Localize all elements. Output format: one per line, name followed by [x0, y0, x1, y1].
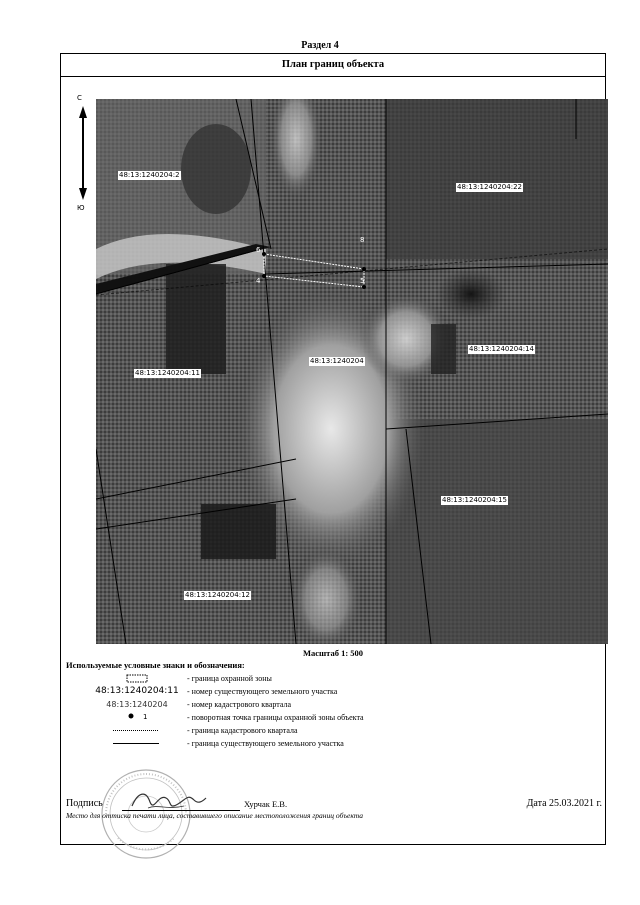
- legend-symbol: 1: [143, 713, 148, 721]
- legend-desc: - граница существующего земельного участка: [187, 739, 344, 748]
- legend-item-zone: [61, 672, 601, 685]
- legend-title: Используемые условные знаки и обозначения:: [66, 660, 245, 670]
- legend-item-quarter-boundary: [61, 724, 601, 737]
- legend-desc: - граница охранной зоны: [187, 674, 272, 683]
- legend-desc: - номер кадастрового квартала: [187, 700, 292, 709]
- legend-desc: - граница кадастрового квартала: [187, 726, 298, 735]
- legend-desc: - номер существующего земельного участка: [187, 687, 338, 696]
- parcel-label: 48:13:1240204:11: [135, 369, 200, 377]
- legend-item-parcel-number: [61, 685, 601, 698]
- legend-desc: - поворотная точка границы охранной зоны объекта: [187, 713, 364, 722]
- parcel-label: 48:13:1240204:2: [119, 171, 180, 179]
- compass-north-label: С: [77, 94, 82, 102]
- parcel-label: 48:13:1240204:14: [469, 345, 534, 353]
- turning-point-label: 5: [360, 277, 365, 285]
- section-title: Раздел 4: [301, 40, 339, 51]
- map-scale: Масштаб 1: 500: [302, 648, 364, 658]
- plan-title: План границ объекта: [61, 54, 605, 77]
- legend-item-quarter-number: [61, 698, 601, 711]
- north-arrow-icon: [73, 104, 93, 204]
- parcel-label: 48:13:1240204:15: [442, 496, 507, 504]
- signature-label: Подпись: [66, 798, 103, 809]
- turning-point-label: 4: [256, 277, 261, 285]
- legend-item-turning-point: [61, 711, 601, 724]
- legend-symbol: 48:13:1240204: [106, 700, 168, 709]
- parcel-label: 48:13:1240204:22: [457, 183, 522, 191]
- parcel-label: 48:13:1240204:12: [185, 591, 250, 599]
- legend-item-parcel-boundary: [61, 737, 601, 750]
- quarter-label: 48:13:1240204: [310, 357, 364, 365]
- legend-symbol: 48:13:1240204:11: [95, 686, 179, 696]
- document-frame: [60, 53, 606, 845]
- signer-name: Хурчак Е.В.: [244, 799, 288, 809]
- turning-point-label: 6: [256, 246, 261, 254]
- stamp-note: Место для оттиска печати лица, составившего описание местоположения границ объекта: [66, 811, 364, 820]
- compass: [73, 94, 93, 224]
- signature-row: [66, 798, 602, 812]
- compass-south-label: Ю: [77, 204, 85, 212]
- document-date: Дата 25.03.2021 г.: [526, 798, 602, 809]
- turning-point-label: 8: [360, 236, 365, 244]
- satellite-map[interactable]: [96, 99, 608, 644]
